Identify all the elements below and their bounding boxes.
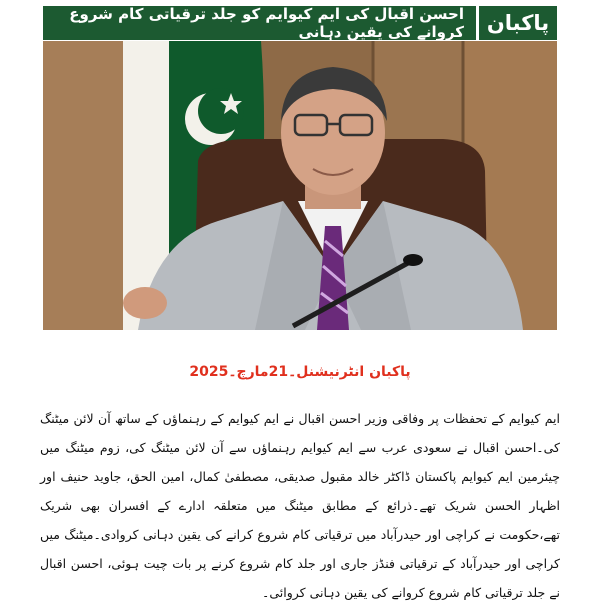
article-body: ایم کیوایم کے تحفظات پر وفاقی وزیر احسن اقبال نے ایم کیوایم کے رہنماؤں کے ساتھ آن لائن میٹنگ کی۔احسن اقبال نے سعودی عرب سے ایم کیوایم رہنماؤں سے آن لائن میٹنگ کی، زوم میٹنگ میں چیئرمین ایم کیوایم پاکستان ڈاکٹر خالد مقبول صدیقی، مصطفیٰ کمال، امین الحق، جاوید حنیف اور اظہار الحسن شریک تھے۔ذرائع کے مطابق میٹنگ میں متعلقہ ادارے کے افسران بھی شریک تھے،حکومت نے کراچی اور حیدرآباد میں ترقیاتی کام شروع کرانے کی یقین دہانی کروادی۔میٹنگ میں کراچی اور حیدرآباد کے ترقیاتی فنڈز جاری اور جلد کام شروع کرنے پر بات چیت ہوئی، احسن اقبال نے جلد ترقیاتی کام شروع کروانے کی یقین دہانی کروائی۔ <box>40 411 560 600</box>
headline-bar <box>43 6 479 40</box>
brand-name: پاکبان <box>486 11 550 35</box>
news-photo-illustration <box>43 41 557 330</box>
headline-text: احسن اقبال کی ایم کیوایم کو جلد ترقیاتی کام شروع کروانے کی یقین دہانی <box>69 5 464 41</box>
news-photo <box>43 41 557 330</box>
brand-logo <box>479 6 557 40</box>
header-bar <box>43 6 557 40</box>
dateline: پاکبان انٹرنیشنل۔21مارچ۔2025 <box>189 364 411 380</box>
